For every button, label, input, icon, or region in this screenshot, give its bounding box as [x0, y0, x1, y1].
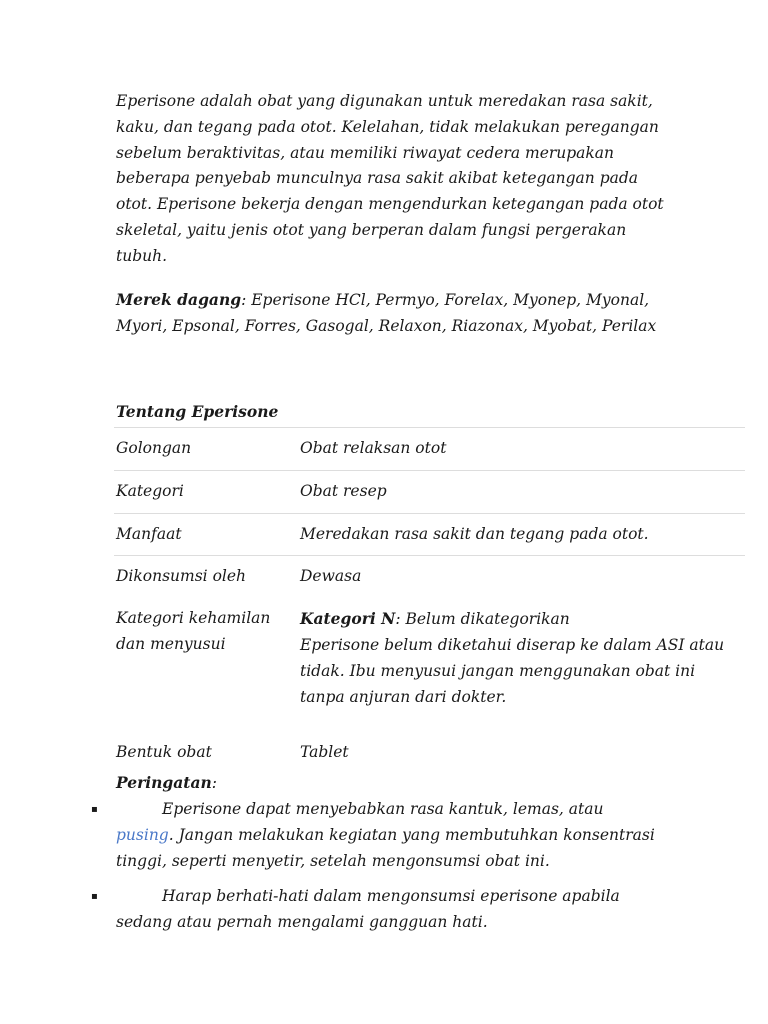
- row-key: Kategori: [114, 470, 298, 513]
- warnings-title-colon: :: [211, 774, 218, 792]
- warnings-title: [116, 773, 217, 792]
- brand-names-list: : Eperisone HCl, Permyo, Forelax, Myonep, Myonal, Myori, Epsonal, Forres, Gasogal, Relaxon, Riazonax, Myobat, Perilax: [116, 291, 657, 335]
- table-row: [114, 470, 745, 513]
- pregnancy-category-label: Kategori N: [300, 609, 396, 629]
- intro-paragraph: Eperisone adalah obat yang digunakan untuk meredakan rasa sakit, kaku, dan tegang pada otot. Kelelahan, tidak melakukan peregangan sebelum beraktivitas, atau memiliki riwayat cedera merupakan beberapa penyebab munculnya rasa sakit akibat ketegangan pada otot. Eperisone bekerja dengan mengendurkan ketegangan pada otot skeletal, yaitu jenis otot yang berperan dalam fungsi pergerakan tubuh.: [116, 92, 664, 265]
- row-key: Manfaat: [114, 513, 298, 556]
- warnings-title-text: Peringatan: [116, 773, 212, 792]
- table-row: [114, 513, 745, 556]
- pusing-link[interactable]: pusing: [116, 825, 169, 844]
- table-row-pregnancy: [114, 598, 745, 740]
- row-value: Obat resep: [298, 470, 745, 513]
- about-table: [114, 427, 745, 774]
- warning-text: Eperisone dapat menyebabkan rasa kantuk, lemas, atau: [162, 800, 604, 818]
- warning-text: Harap berhati-hati dalam mengonsumsi eperisone apabila sedang atau pernah mengalami gangguan hati.: [116, 887, 620, 931]
- table-row: [114, 740, 745, 774]
- table-row: [114, 556, 745, 598]
- brand-names-label: Merek dagang: [116, 290, 242, 309]
- table-row: [114, 428, 745, 471]
- bullet-icon: ▪: [91, 804, 98, 815]
- row-value: Obat relaksan otot: [298, 428, 745, 471]
- row-value: Meredakan rasa sakit dan tegang pada otot.: [298, 513, 745, 556]
- row-key: Kategori kehamilan dan menyusui: [116, 609, 271, 653]
- row-value: Dewasa: [298, 556, 745, 598]
- warning-item: [91, 884, 656, 936]
- about-section-title: Tentang Eperisone: [116, 402, 279, 421]
- pregnancy-category-line: [300, 606, 743, 633]
- pregnancy-category-rest: : Belum dikategorikan: [395, 610, 570, 629]
- row-key: Bentuk obat: [116, 743, 212, 762]
- row-value: Tablet: [300, 743, 349, 762]
- warning-text-continued: . Jangan melakukan kegiatan yang membutuhkan konsentrasi tinggi, seperti menyetir, setelah mengonsumsi obat ini.: [116, 825, 655, 870]
- brand-names-paragraph: [116, 287, 696, 340]
- row-key: Dikonsumsi oleh: [114, 556, 298, 598]
- warning-item: [91, 797, 656, 874]
- row-value: [298, 598, 745, 740]
- row-key: Golongan: [114, 428, 298, 471]
- bullet-icon: ▪: [91, 891, 98, 902]
- pregnancy-note: Eperisone belum diketahui diserap ke dalam ASI atau tidak. Ibu menyusui jangan menggunakan obat ini tanpa anjuran dari dokter.: [300, 635, 725, 706]
